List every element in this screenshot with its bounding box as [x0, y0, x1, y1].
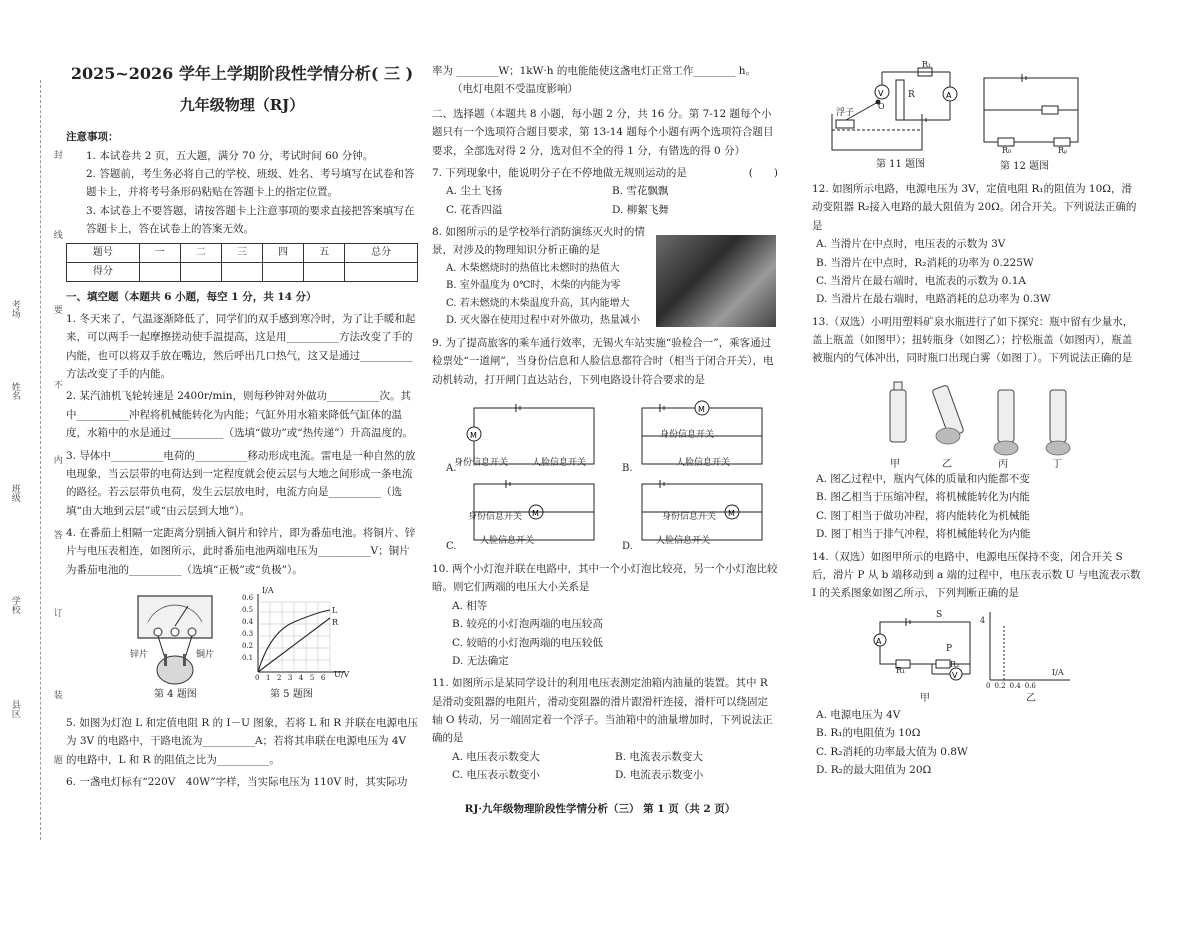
score-cell[interactable]: [180, 262, 221, 281]
fig11-o-label: O: [878, 102, 885, 111]
question-7-options-row-2: [432, 201, 778, 219]
question-8-block: [432, 223, 654, 330]
q14-r1-label: R₁: [896, 666, 906, 675]
option: C. 若未燃烧的木柴温度升高，其内能增大: [446, 297, 630, 309]
question-2: 2. 某汽油机飞轮转速是 2400r/min，则每秒钟对外做功__________次。其中__________冲程将机械能转化为内能；气缸外用水箱来降低气缸体的温度，水箱中的水是通过__________（选填“做功”或“热传递”）升高温度的。: [66, 390, 413, 440]
column-1: [66, 62, 418, 579]
question-3: 3. 导体中__________电荷的__________移动形成电流。雷电是一种自然的放电现象，当云层带的电荷达到一定程度就会使云层与大地之间形成一条电流的路径。若云层带负电荷，发生云层放电时，电流方向是__________（选填“由大地到云层”或“由云层到大地”）。: [66, 449, 416, 517]
exam-title: 2025~2026 学年上学期阶段性学情分析( 三 ): [70, 64, 414, 83]
fig4-copper-label: 铜片: [196, 650, 215, 660]
fig5-yticks: [242, 592, 253, 664]
side-label-xian: 线: [51, 230, 62, 239]
fig12-rp-label: Rₚ: [1058, 146, 1068, 155]
score-table-header: [67, 243, 418, 262]
option: D. 当滑片在最右端时，电路消耗的总功率为 0.3W: [816, 293, 1051, 306]
option: D. 灭火器在使用过程中对外做功，热量减小: [446, 315, 641, 327]
fire-drill-photo: [656, 235, 776, 327]
option: C. R₂消耗的功率最大值为 0.8W: [816, 745, 968, 758]
fig4-caption: 第 4 题图: [154, 689, 197, 700]
option: D. 电流表示数变小: [615, 769, 704, 782]
question-5: 5. 如图为灯泡 L 和定值电阻 R 的 I－U 图象，若将 L 和 R 并联在电源电压为 3V 的电路中，干路电流为__________A；若将其串联在电源电压为 4V 的电路中，L 和 R 的阻值之比为__________。: [66, 717, 418, 766]
score-cell[interactable]: [304, 262, 345, 281]
option: C. 电压表示数变小: [452, 769, 540, 782]
score-header-cell: 五: [304, 243, 345, 262]
q14-xtick: 0.6: [1024, 682, 1036, 690]
side-label-bu: 不: [51, 380, 62, 389]
fig5-xtick: 6: [320, 674, 326, 682]
fig5-ytick: 0.1: [242, 654, 254, 662]
fig5-xtick: 1: [265, 674, 271, 682]
svg-text:M: M: [470, 431, 477, 440]
figure-12-circuit: [976, 72, 1086, 172]
question-7: [432, 164, 778, 182]
fig5-ytick: 0.3: [242, 630, 254, 638]
notice-item: 2. 答题前，考生务必将自己的学校、班级、姓名、考号填写在试卷和答题卡上，并将考号条形码粘贴在答题卡上的指定位置。: [86, 168, 415, 199]
q9-a-switch-face: 人脸信息开关: [532, 458, 587, 468]
q13-caption-jia: 甲: [890, 459, 900, 470]
fig12-r0-label: R₀: [1002, 146, 1012, 155]
svg-text:V: V: [878, 89, 884, 98]
q14-yi-caption: 乙: [1026, 693, 1036, 704]
q9-b-switch-face: 人脸信息开关: [676, 458, 731, 468]
q9-b-switch-id: 身份信息开关: [660, 430, 715, 440]
side-label-name: 姓名: [9, 382, 20, 400]
question-10: 10. 两个小灯泡并联在电路中，其中一个小灯泡比较亮，另一个小灯泡比较暗。则它们两端的电压大小关系是: [432, 563, 778, 594]
fig5-ytick: 0.2: [242, 642, 254, 650]
figure-11-fuel-gauge: [826, 60, 966, 170]
fig11-r-label: R: [908, 90, 915, 100]
question-14-figure: [866, 610, 1086, 706]
score-header-cell: 题号: [67, 243, 140, 262]
option: A. 图乙过程中，瓶内气体的质量和内能都不变: [816, 473, 1030, 485]
notice-item: 1. 本试卷共 2 页，五大题，满分 70 分，考试时间 60 分钟。: [86, 149, 374, 162]
option: A. 相等: [452, 599, 488, 612]
question-9: 9. 为了提高旅客的乘车通行效率，无锡火车站实施“验检合一”，乘客通过检票处“一道闸”，当身份信息和人脸信息都符合时（相当于闭合开关），电动机转动，打开闸门直达站台，下列电路设计符合要求的是: [432, 336, 774, 386]
q9-c-switch-id: 身份信息开关: [468, 512, 523, 522]
fig5-ytick: 0.4: [242, 618, 254, 626]
fig5-series-l: L: [332, 606, 338, 615]
fig5-series-r: R: [332, 618, 339, 627]
option: D. 柳絮飞舞: [612, 203, 669, 216]
option: D. 无法确定: [452, 654, 509, 667]
page-footer: RJ·九年级物理阶段性学情分析（三） 第 1 页（共 2 页）: [464, 803, 736, 815]
fig5-ylabel: I/A: [262, 586, 274, 595]
option: B. 图乙相当于压缩冲程，将机械能转化为内能: [816, 491, 1030, 504]
option: B. R₁的电阻值为 10Ω: [816, 727, 921, 740]
question-6: 6. 一盏电灯标有“220V 40W”字样，当实际电压为 110V 时，其实际功: [66, 776, 408, 789]
option: D. R₂的最大阻值为 20Ω: [816, 764, 932, 777]
section-1-title: 一、填空题（本题共 6 小题，每空 1 分，共 14 分）: [66, 290, 317, 303]
figure-4-tomato-battery: [130, 592, 220, 700]
fig11-float-label: 浮子: [836, 108, 855, 118]
section-2-title: 二、选择题（本题共 8 小题，每小题 2 分，共 16 分。第 7-12 题每个小题只有一个选项符合题目要求，第 13-14 题每个小题有两个选项符合题目要求，全部选对得 2 分，选对但不全的得 1 分，有错选的得 0 分）: [432, 107, 774, 157]
question-1: 1. 冬天来了，气温逐渐降低了，同学们的双手感到寒冷时，为了让手暖和起来，可以两手一起摩擦搓动使手温提高，这是用__________方法改变了手的内能，也可以将双手放在嘴边，然后呼出几口热气，这又是通过__________方法改变了手的内能。: [66, 312, 416, 380]
question-12: 12. 如图所示电路，电源电压为 3V，定值电阻 R₁的阻值为 10Ω，滑动变阻器 R₂接入电路的最大阻值为 20Ω。闭合开关。下列说法正确的是: [812, 183, 1137, 232]
column-2-lower: [432, 556, 778, 785]
side-label-ti: 题: [51, 755, 62, 764]
q9-option-c: C.: [446, 541, 457, 552]
option: A. 电压表示数变大: [452, 750, 540, 763]
question-11-options-row-1: [432, 748, 778, 766]
exam-subtitle: 九年级物理（RJ）: [179, 96, 305, 114]
side-label-school: 学校: [9, 596, 20, 614]
binding-line: [40, 80, 41, 840]
q9-option-b: B.: [622, 463, 633, 474]
fig5-xtick: 5: [309, 674, 315, 682]
svg-text:M: M: [728, 509, 735, 518]
q9-a-switch-id: 身份信息开关: [454, 458, 509, 468]
score-cell[interactable]: [345, 262, 418, 281]
score-row-label: 得分: [67, 262, 140, 281]
q14-jia-caption: 甲: [920, 693, 930, 704]
fig5-xticks: [255, 672, 325, 684]
side-label-nei: 内: [51, 455, 62, 464]
score-cell[interactable]: [263, 262, 304, 281]
fig11-r1-label: R₁: [922, 60, 932, 69]
fig5-ytick: 0.5: [242, 606, 254, 614]
question-14: 14.（双选）如图甲所示的电路中，电源电压保持不变，闭合开关 S 后，滑片 P 从 b 端移动到 a 端的过程中，电压表示数 U 与电流表示数 I 的关系图象如图乙所示，下列判断正确的是: [812, 550, 1141, 600]
side-label-ding: 订: [51, 608, 62, 617]
option: B. 雪花飘飘: [612, 185, 669, 198]
option: A. 电源电压为 4V: [816, 709, 901, 721]
question-13-bottle-figures: [870, 376, 1100, 472]
question-6-continued: 率为 ________W；1kW·h 的电能能使这盏电灯正常工作________ h。: [432, 65, 757, 77]
side-label-zhuang: 装: [51, 690, 62, 699]
fig5-xtick: 2: [276, 674, 282, 682]
option: B. 较亮的小灯泡两端的电压较高: [452, 618, 603, 631]
side-label-county: 县区: [9, 700, 20, 718]
side-label-da: 答: [51, 530, 62, 539]
fig5-xtick: 3: [287, 674, 293, 682]
score-table: [66, 243, 418, 282]
question-13: 13.（双选）小明用塑料矿泉水瓶进行了如下探究：瓶中留有少量水，盖上瓶盖（如图甲）；扭转瓶身（如图乙）；拧松瓶盖（如图丙），瓶盖被瓶内的气体冲出，同时瓶口出现白雾（如图丁）。下列说法正确的是: [812, 315, 1134, 365]
question-4: 4. 在番茄上相隔一定距离分别插入铜片和锌片，即为番茄电池。将铜片、锌片与电压表相连，如图所示，此时番茄电池两端电压为__________V；铜片为番茄电池的__________（选填“正极”或“负极”）。: [66, 527, 416, 576]
q13-caption-yi: 乙: [942, 459, 952, 470]
score-cell[interactable]: [221, 262, 262, 281]
option: B. 电流表示数变大: [615, 750, 703, 763]
fig5-xlabel: U/V: [334, 670, 350, 679]
fig5-xtick: 4: [298, 674, 304, 682]
q14-s-label: S: [936, 610, 943, 620]
question-7-options-row-1: [432, 182, 778, 200]
column-2: [432, 62, 778, 389]
q9-option-d: D.: [622, 541, 633, 552]
q9-d-switch-id: 身份信息开关: [662, 512, 717, 522]
score-header-cell: 四: [263, 243, 304, 262]
option: A. 当滑片在中点时，电压表的示数为 3V: [816, 238, 1006, 251]
q14-p-label: P: [946, 644, 953, 654]
svg-text:M: M: [532, 509, 539, 518]
fig12-caption: 第 12 题图: [1000, 161, 1050, 172]
option: C. 图丁相当于做功冲程，将内能转化为机械能: [816, 509, 1030, 522]
fig11-caption: 第 11 题图: [876, 159, 926, 170]
fig4-zinc-label: 锌片: [130, 650, 149, 660]
question-11-options-row-2: [432, 766, 778, 784]
option: D. 图丁相当于排气冲程，将机械能转化为内能: [816, 528, 1031, 541]
column-3-middle: [812, 470, 1142, 603]
notice-heading: 注意事项：: [66, 131, 119, 144]
option: C. 较暗的小灯泡两端的电压较低: [452, 636, 603, 649]
option: A. 尘土飞扬: [446, 185, 503, 198]
q9-d-switch-face: 人脸信息开关: [656, 536, 711, 546]
q9-option-a: A.: [446, 463, 457, 474]
column-1-lower: [66, 710, 418, 792]
figure-5-iu-graph: [240, 588, 350, 700]
q14-xtick: 0.2: [994, 682, 1006, 690]
score-cell[interactable]: [139, 262, 180, 281]
option: C. 当滑片在最右端时，电流表的示数为 0.1A: [816, 274, 1026, 287]
side-label-kaochang: 考场: [9, 300, 20, 318]
question-8: 8. 如图所示的是学校举行消防演练灭火时的情景，对涉及的物理知识分析正确的是: [432, 226, 645, 257]
score-header-cell: 一: [139, 243, 180, 262]
svg-text:A: A: [946, 91, 952, 100]
answer-paren: ( ): [748, 166, 778, 179]
question-9-circuits: [446, 398, 776, 556]
q13-caption-bing: 丙: [998, 459, 1008, 470]
option: A. 木柴燃烧时的热值比未燃时的热值大: [446, 262, 620, 274]
side-label-feng: 封: [51, 150, 62, 159]
option: C. 花香四溢: [446, 203, 503, 216]
question-11: 11. 如图所示是某同学设计的利用电压表测定油箱内油量的装置。其中 R 是滑动变阻器的电阻片，滑动变阻器的滑片跟滑杆连接，滑杆可以绕固定轴 O 转动，另一端固定着一个浮子。当油箱中的油量增加时，下列说法正确的是: [432, 677, 773, 745]
score-header-cell: 三: [221, 243, 262, 262]
side-label-class: 班级: [9, 484, 20, 502]
option: B. 室外温度为 0℃时，木柴的内能为零: [446, 280, 621, 292]
q14-r2-label: R₂: [950, 660, 960, 669]
q14-xtick: 0: [986, 682, 991, 690]
q14-y4-label: 4: [980, 616, 986, 625]
q14-i-label: I/A: [1052, 668, 1064, 677]
option: B. 当滑片在中点时，R₂消耗的功率为 0.225W: [816, 256, 1034, 269]
svg-text:M: M: [698, 405, 705, 414]
score-header-cell: 二: [180, 243, 221, 262]
fig5-caption: 第 5 题图: [270, 689, 313, 700]
score-table-row: [67, 262, 418, 281]
q14-xtick: 0.4: [1009, 682, 1021, 690]
fig5-xtick: 0: [255, 674, 260, 682]
column-3: [812, 176, 1142, 368]
fig5-ytick: 0.6: [242, 594, 254, 602]
score-header-cell: 总分: [345, 243, 418, 262]
binding-margin: [0, 0, 62, 926]
q13-caption-ding: 丁: [1052, 459, 1062, 470]
question-7-text: 7. 下列现象中，能说明分子在不停地做无规则运动的是: [432, 166, 687, 179]
question-6-note: （电灯电阻不受温度影响）: [452, 83, 578, 96]
column-3-lower: [812, 706, 1142, 780]
svg-text:V: V: [952, 671, 958, 680]
notice-item: 3. 本试卷上不要答题，请按答题卡上注意事项的要求直接把答案填写在答题卡上，答在试卷上的答案无效。: [86, 204, 415, 236]
side-label-yao: 要: [51, 305, 62, 314]
svg-text:A: A: [876, 637, 882, 646]
q9-c-switch-face: 人脸信息开关: [480, 536, 535, 546]
